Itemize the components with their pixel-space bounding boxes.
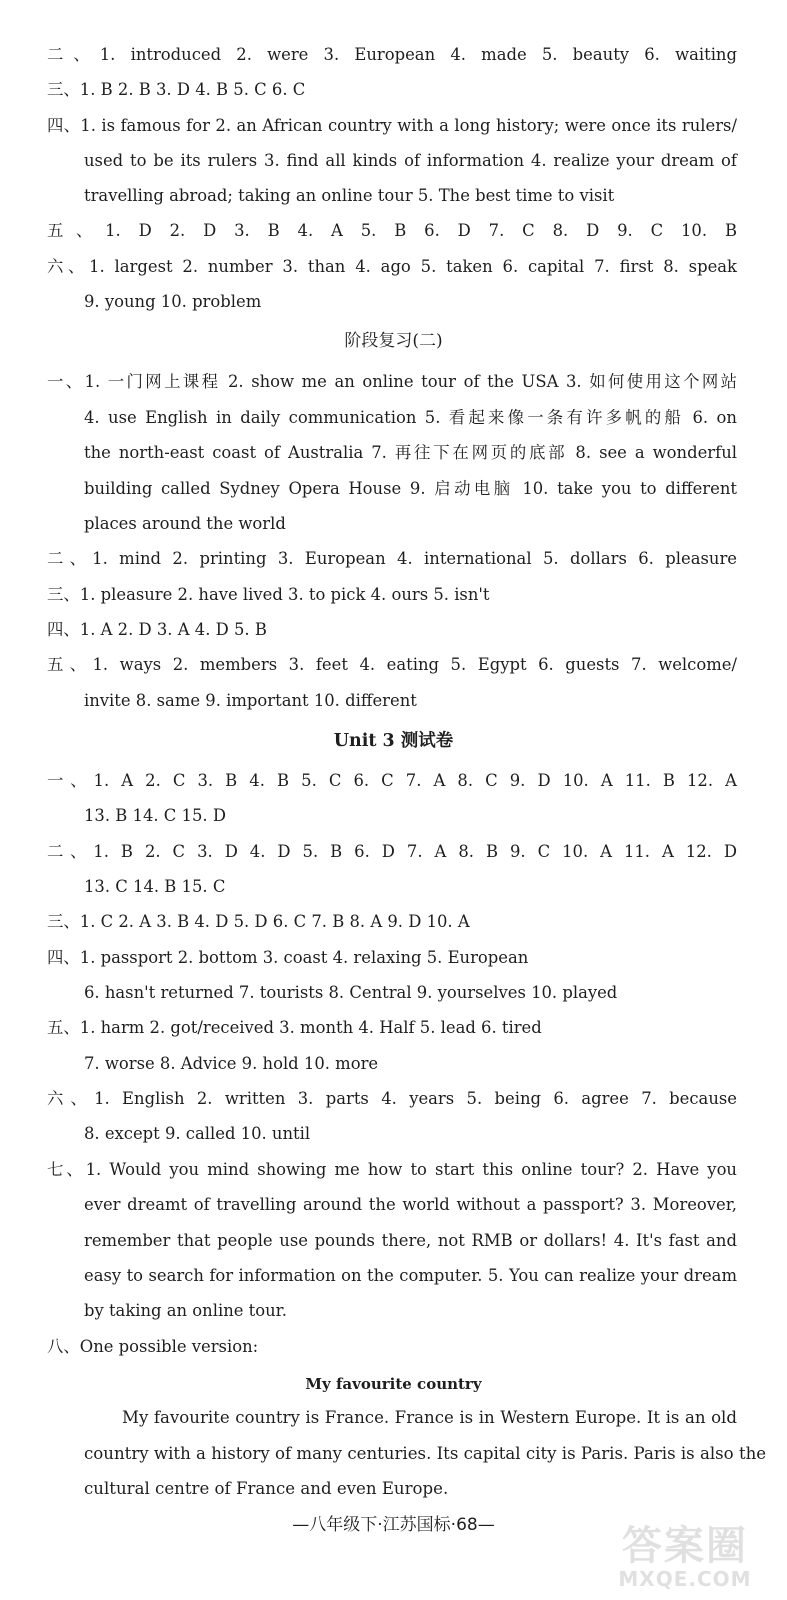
answer-line: 八、One possible version: [47, 1337, 259, 1356]
answer-line: remember that people use pounds there, not RMB or dollars! 4. It's fast and [84, 1231, 737, 1250]
answer-line: travelling abroad; taking an online tour 5. The best time to visit [84, 186, 615, 205]
answer-line: places around the world [84, 514, 286, 533]
answer-line: 四、1. A 2. D 3. A 4. D 5. B [47, 620, 267, 639]
essay-paragraph-line: country with a history of many centuries. Its capital city is Paris. Paris is also the [84, 1444, 767, 1463]
answer-line: 五、1. harm 2. got/received 3. month 4. Half 5. lead 6. tired [47, 1018, 542, 1037]
answer-line: 9. young 10. problem [84, 292, 262, 311]
answer-line: 二、1. B 2. C 3. D 4. D 5. B 6. D 7. A 8. B 9. C 10. A 11. A 12. D [47, 842, 737, 861]
essay-paragraph-line: My favourite country is France. France is in Western Europe. It is an old [122, 1408, 737, 1427]
answer-line: 6. hasn't returned 7. tourists 8. Central 9. yourselves 10. played [84, 983, 618, 1002]
answer-line: 三、1. C 2. A 3. B 4. D 5. D 6. C 7. B 8. A 9. D 10. A [47, 912, 470, 931]
answer-line: used to be its rulers 3. find all kinds of information 4. realize your dream of [84, 151, 737, 170]
answer-line: 一、1. A 2. C 3. B 4. B 5. C 6. C 7. A 8. C 9. D 10. A 11. B 12. A [47, 771, 737, 790]
answer-line: 六、1. English 2. written 3. parts 4. years 5. being 6. agree 7. because [47, 1089, 737, 1108]
answer-line: 4. use English in daily communication 5. 看起来像一条有许多帆的船 6. on [84, 408, 737, 427]
answer-line: 三、1. pleasure 2. have lived 3. to pick 4. ours 5. isn't [47, 585, 490, 604]
answer-line: 8. except 9. called 10. until [84, 1124, 311, 1143]
answer-line: 二、1. introduced 2. were 3. European 4. made 5. beauty 6. waiting [47, 45, 737, 64]
answer-line: building called Sydney Opera House 9. 启动电脑 10. take you to different [84, 479, 737, 498]
watermark-logo-url: MXQE.COM [618, 1567, 752, 1591]
answer-line: 五、1. ways 2. members 3. feet 4. eating 5. Egypt 6. guests 7. welcome/ [47, 655, 737, 674]
answer-line: 四、1. is famous for 2. an African country with a long history; were once its rulers/ [47, 116, 737, 135]
answer-line: 13. B 14. C 15. D [84, 806, 226, 825]
answer-line: 四、1. passport 2. bottom 3. coast 4. relaxing 5. European [47, 948, 529, 967]
answer-line: 7. worse 8. Advice 9. hold 10. more [84, 1054, 379, 1073]
essay-paragraph-line: cultural centre of France and even Europe. [84, 1479, 449, 1498]
answer-line: 一、1. 一门网上课程 2. show me an online tour of the USA 3. 如何使用这个网站 [47, 372, 737, 391]
answer-line: ever dreamt of travelling around the world without a passport? 3. Moreover, [84, 1195, 737, 1214]
answer-line: invite 8. same 9. important 10. different [84, 691, 417, 710]
answer-line: easy to search for information on the computer. 5. You can realize your dream [84, 1266, 737, 1285]
answer-line: 13. C 14. B 15. C [84, 877, 226, 896]
page-footer: —八年级下·江苏国标·68— [292, 1515, 495, 1535]
answer-line: 六、1. largest 2. number 3. than 4. ago 5. taken 6. capital 7. first 8. speak [47, 257, 737, 276]
watermark-logo [595, 1524, 775, 1594]
section-title-review-2: 阶段复习(二) [344, 331, 443, 351]
answer-line: 三、1. B 2. B 3. D 4. B 5. C 6. C [47, 80, 306, 99]
answer-line: 七、1. Would you mind showing me how to start this online tour? 2. Have you [47, 1160, 737, 1179]
answer-line: by taking an online tour. [84, 1301, 287, 1320]
essay-title: My favourite country [305, 1375, 482, 1393]
section-title-unit3-test: Unit 3 测试卷 [333, 731, 454, 751]
answer-line: 五、1. D 2. D 3. B 4. A 5. B 6. D 7. C 8. D 9. C 10. B [47, 221, 737, 240]
answer-line: 二、1. mind 2. printing 3. European 4. international 5. dollars 6. pleasure [47, 549, 737, 568]
watermark-logo-top: 答案圈 [622, 1523, 748, 1569]
answer-line: the north-east coast of Australia 7. 再往下在网页的底部 8. see a wonderful [84, 443, 737, 462]
